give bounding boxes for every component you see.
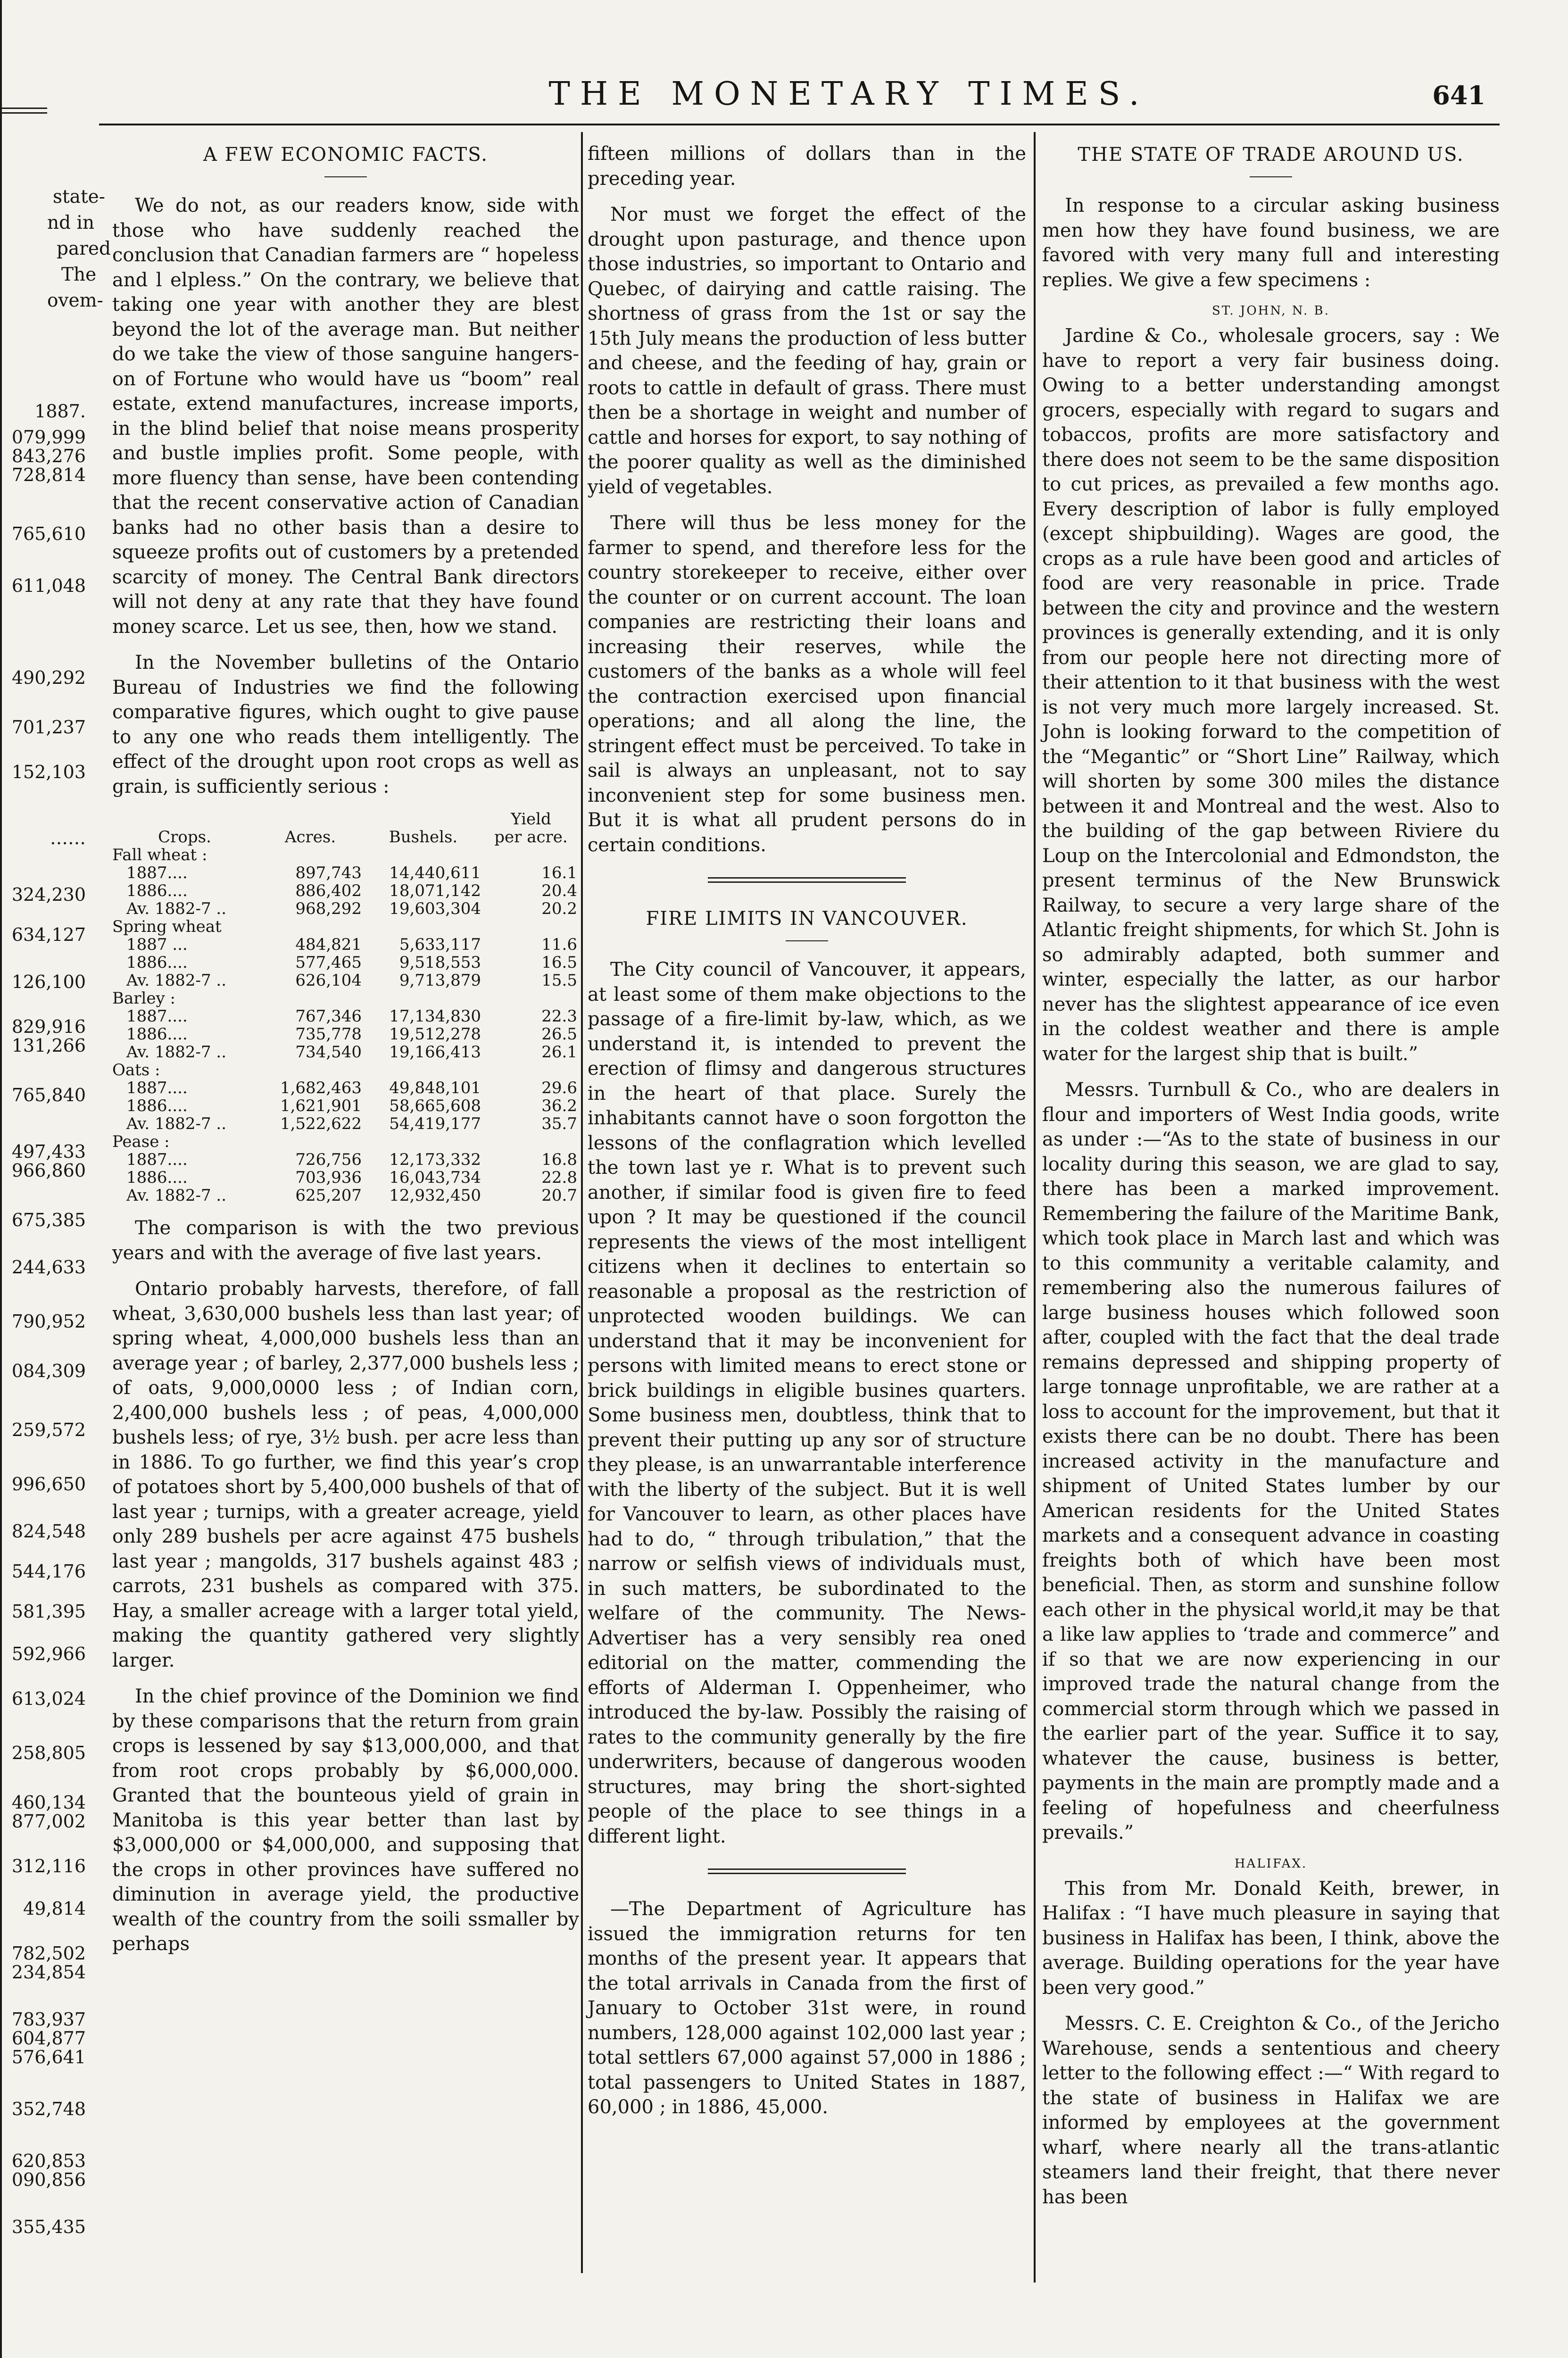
section-separator	[708, 1868, 906, 1874]
left-margin-strip	[0, 0, 111, 2358]
table-cell-yield: 29.6	[541, 1079, 577, 1097]
table-cell-bushels: 12,932,450	[389, 1186, 481, 1205]
table-cell-yield: 36.2	[541, 1096, 577, 1115]
table-cell-label: Av. 1882-7 ..	[126, 1043, 227, 1062]
margin-text-fragment: The	[61, 264, 97, 285]
paragraph: There will thus be less money for the farmer to spend, and therefore less for the country storekeeper to receive, either over the counter or on current account. The loan companies are restricting their loans and increasing their reserves, while the customers of the banks as a whole will feel the contraction exercised upon financial operations; and all along the line, the stringent effect must be perceived. To take in sail is always an unpleasant, not to say inconvenient step for some business men. But it is what all prudent persons do in certain conditions.	[588, 512, 1026, 856]
table-cell-yield: 26.1	[541, 1043, 577, 1062]
table-row	[112, 864, 579, 882]
margin-number-fragment: 728,814	[11, 465, 86, 485]
paragraph: In the November bulletins of the Ontario Bureau of Industries we find the following comparative figures, which ought to give pause to any one who reads them intelligently. The effect of the drought upon root crops as well as grain, is sufficiently serious :	[112, 652, 579, 797]
margin-number-fragment: 581,395	[11, 1601, 86, 1622]
table-cell-yield: 16.1	[541, 863, 577, 882]
table-cell-label: 1886....	[126, 953, 188, 972]
margin-text-fragment: ovem-	[47, 290, 103, 311]
margin-number-fragment: 258,805	[11, 1743, 86, 1763]
table-row	[112, 900, 579, 918]
margin-number-fragment: 966,860	[11, 1160, 86, 1181]
table-cell-acres: 897,743	[295, 863, 362, 882]
table-cell-bushels: 14,440,611	[389, 863, 481, 882]
margin-text-fragment: pared	[57, 238, 111, 259]
table-cell-label: Av. 1882-7 ..	[126, 1186, 227, 1205]
table-cell-yield: 20.2	[541, 899, 577, 918]
margin-text-fragment: state-	[53, 186, 105, 208]
table-cell-yield: 16.5	[541, 953, 577, 972]
table-cell-bushels: 18,071,142	[389, 881, 481, 900]
table-row	[112, 1007, 579, 1025]
header-rule	[99, 124, 1500, 125]
margin-number-fragment: 152,103	[11, 762, 86, 782]
table-cell-label: 1887....	[126, 863, 188, 882]
table-cell-yield: 26.5	[541, 1025, 577, 1044]
table-row	[112, 1169, 579, 1187]
margin-number-fragment: 312,116	[11, 1856, 86, 1876]
margin-number-fragment: 790,952	[11, 1311, 86, 1332]
table-cell-acres: 1,621,901	[280, 1096, 362, 1115]
table-cell-acres: 726,756	[295, 1150, 362, 1169]
heading-dash	[786, 940, 828, 941]
page-edge-line	[0, 0, 2, 2358]
subheading-st-john: ST. JOHN, N. B.	[1212, 304, 1330, 318]
table-cell-acres: 734,540	[295, 1043, 362, 1062]
margin-number-fragment: 259,572	[11, 1420, 86, 1440]
table-cell-yield: 20.4	[541, 881, 577, 900]
table-cell-label: 1886....	[126, 881, 188, 900]
margin-number-fragment: 613,024	[11, 1688, 86, 1709]
margin-number-fragment: 234,854	[11, 1962, 86, 1983]
table-cell-bushels: 19,603,304	[389, 899, 481, 918]
table-cell-yield: 22.8	[541, 1168, 577, 1187]
page-number: 641	[1432, 80, 1485, 110]
table-cell-acres: 625,207	[295, 1186, 362, 1205]
table-cell-bushels: 5,633,117	[399, 935, 481, 954]
crop-group-label: Fall wheat :	[112, 846, 207, 864]
table-cell-acres: 767,346	[295, 1007, 362, 1026]
subheading-halifax: HALIFAX.	[1234, 1856, 1308, 1871]
table-cell-yield: 16.8	[541, 1150, 577, 1169]
article-heading: THE STATE OF TRADE AROUND US.	[1078, 144, 1464, 166]
table-cell-bushels: 54,419,177	[389, 1114, 481, 1133]
table-cell-yield: 35.7	[541, 1114, 577, 1133]
table-cell-bushels: 12,173,332	[389, 1150, 481, 1169]
margin-number-fragment: 604,877	[11, 2028, 86, 2049]
margin-number-fragment: 079,999	[11, 427, 86, 448]
column-state-of-trade	[1042, 141, 1500, 2221]
table-header-yield-top: Yield	[511, 810, 551, 829]
margin-number-fragment: 1887.	[34, 401, 86, 422]
paragraph: —The Department of Agriculture has issued the immigration returns for ten months of the present year. It appears that the total arrivals in Canada from the first of January to October 31st were, in round numbers, 128,000 against 102,000 last year ; total settlers 67,000 against 57,000 in 1886 ; total passengers to United States in 1887, 60,000 ; in 1886, 45,000.	[588, 1898, 1026, 2118]
table-cell-acres: 577,465	[295, 953, 362, 972]
column-middle	[588, 141, 1026, 2131]
table-cell-acres: 703,936	[295, 1168, 362, 1187]
margin-number-fragment: 084,309	[11, 1361, 86, 1381]
margin-number-fragment: 829,916	[11, 1016, 86, 1037]
paragraph: We do not, as our readers know, side with those who have suddenly reached the conclusion that Canadian farmers are “ hopeless and l elpless.” On the contrary, we believe that taking one year with another they are blest beyond the lot of the average man. But neither do we take the view of those sanguine hangers-on of Fortune who would have us “boom” real estate, extend manufactures, increase imports, in the blind belief that noise means prosperity and bustle implies profit. Some people, with more fluency than sense, have been contending that the recent conservative action of Canadian banks had no other basis than a desire to squeeze profits out of customers by a pretended scarcity of money. The Central Bank directors will not deny at any rate that they have found money scarce. Let us see, then, how we stand.	[112, 195, 579, 638]
margin-number-fragment: 49,814	[23, 1898, 86, 1919]
margin-number-fragment: 244,633	[11, 1257, 86, 1278]
heading-dash	[324, 176, 367, 177]
crop-group-label: Oats :	[112, 1061, 160, 1079]
table-cell-yield: 15.5	[541, 971, 577, 990]
margin-number-fragment: 996,650	[11, 1474, 86, 1495]
crop-group-label: Barley :	[112, 989, 175, 1008]
margin-number-fragment: 634,127	[11, 924, 86, 945]
margin-number-fragment: 497,433	[11, 1141, 86, 1162]
paragraph: The City council of Vancouver, it appears, at least some of them make objections to the passage of a fire-limit by-law, which, as we understand it, is intended to prevent the erection of flimsy and dangerous structures in the heart of that place. Surely the inhabitants cannot have o soon forgotton the lessons of the conflagration which levelled the town last ye r. What is to prevent such another, if similar food is given fire to feed upon ? It may be questioned if the council represents the views of the most intelligent citizens when it declines to entertain so reasonable a proposal as the restriction of unprotected wooden buildings. We can understand that it may be inconvenient for persons with limited means to erect stone or brick buildings in eligible busines quarters. Some business men, doubtless, think that to prevent their putting up any sor of structure they please, is an unwarrantable interference with the liberty of the subject. But it is well for Vancouver to learn, as other places have had to do, “ through tribulation,” that the narrow or selfish views of individuals must, in such matters, be subordinated to the welfare of the community. The News-Advertiser has a very sensibly rea oned editorial on the matter, commending the efforts of Alderman I. Oppenheimer, who introduced the by-law. Possibly the raising of rates to the community generally by the fire underwriters, because of dangerous wooden structures, may bring the short-sighted people of the place to see things in a different light.	[588, 959, 1026, 1847]
table-cell-label: Av. 1882-7 ..	[126, 899, 227, 918]
table-cell-bushels: 19,512,278	[389, 1025, 481, 1044]
crop-group-label: Spring wheat	[112, 917, 222, 936]
table-cell-label: 1886....	[126, 1168, 188, 1187]
margin-number-fragment: 131,266	[11, 1035, 86, 1056]
table-cell-bushels: 16,043,734	[389, 1168, 481, 1187]
section-separator	[708, 877, 906, 883]
margin-rule	[0, 108, 47, 109]
paragraph: fifteen millions of dollars than in the preceding year.	[588, 143, 1026, 190]
table-cell-label: 1886....	[126, 1096, 188, 1115]
paragraph: Messrs. Turnbull & Co., who are dealers in flour and importers of West India goods, write as under :—“As to the state of business in our locality during this season, we are glad to say, there has been a marked improvement. Remembering the failure of the Maritime Bank, which took place in March last and which was to this community a veritable calamity, and remembering also the numerous failures of large business houses which followed soon after, coupled with the fact that the deal trade remains depressed and shipping property of large tonnage unprofitable, we are rather at a loss to account for the improvement, but that it exists there can be no doubt. There has been increased activity in the manufacture and shipment of United States lumber by our American residents for the United States markets and a consequent advance in coasting freights both of which have been most beneficial. Then, as storm and sunshine follow each other in the physical world,it may be that a like law applies to ‘trade and commerce” and if so that we are now experiencing in our improved trade the natural change from the commercial storm through which we passed in the earlier part of the year. Suffice it to say, whatever the cause, business is better, payments in the main are promptly made and a feeling of hopefulness and cheerfulness prevails.”	[1042, 1079, 1500, 1843]
margin-number-fragment: 090,856	[11, 2169, 86, 2190]
table-cell-label: 1887....	[126, 1079, 188, 1097]
margin-number-fragment: ……	[50, 828, 86, 848]
table-row	[112, 1097, 579, 1115]
table-row	[112, 1151, 579, 1169]
margin-number-fragment: 126,100	[11, 971, 86, 992]
margin-number-fragment: 877,002	[11, 1811, 86, 1832]
table-cell-yield: 22.3	[541, 1007, 577, 1026]
margin-number-fragment: 355,435	[11, 2217, 86, 2237]
margin-number-fragment: 782,502	[11, 1943, 86, 1964]
table-cell-acres: 484,821	[295, 935, 362, 954]
paragraph: The comparison is with the two previous years and with the average of five last years.	[112, 1217, 579, 1264]
table-row	[112, 882, 579, 900]
margin-number-fragment: 783,937	[11, 2009, 86, 2030]
table-cell-acres: 1,682,463	[280, 1079, 362, 1097]
table-cell-yield: 20.7	[541, 1186, 577, 1205]
table-row	[112, 1025, 579, 1043]
table-cell-bushels: 9,518,553	[399, 953, 481, 972]
margin-number-fragment: 490,292	[11, 667, 86, 688]
table-row	[112, 1043, 579, 1061]
heading-dash	[1250, 176, 1292, 177]
table-header-crops: Crops.	[158, 828, 211, 847]
table-cell-acres: 735,778	[295, 1025, 362, 1044]
table-cell-bushels: 9,713,879	[399, 971, 481, 990]
table-cell-label: 1887....	[126, 1007, 188, 1026]
table-cell-acres: 886,402	[295, 881, 362, 900]
article-heading: A FEW ECONOMIC FACTS.	[203, 144, 488, 166]
margin-number-fragment: 460,134	[11, 1792, 86, 1813]
margin-number-fragment: 843,276	[11, 446, 86, 466]
table-row	[112, 936, 579, 954]
table-row	[112, 1115, 579, 1133]
table-cell-yield: 11.6	[541, 935, 577, 954]
margin-number-fragment: 544,176	[11, 1561, 86, 1582]
paragraph: In the chief province of the Dominion we find by these comparisons that the return from grain crops is lessened by say $13,000,000, and that from root crops probably by $6,000,000. Granted that the bounteous yield of grain in Manitoba is this year better than last by $3,000,000 or $4,000,000, and supposing that the crops in other provinces have suffered no diminution in average yield, the productive wealth of the country from the soili ssmaller by perhaps	[112, 1685, 579, 1955]
masthead-title: THE MONETARY TIMES.	[548, 75, 1149, 113]
margin-number-fragment: 765,840	[11, 1085, 86, 1105]
margin-number-fragment: 576,641	[11, 2047, 86, 2067]
margin-rule	[0, 112, 47, 114]
column-economic-facts	[112, 141, 579, 1968]
margin-number-fragment: 592,966	[11, 1644, 86, 1664]
margin-number-fragment: 701,237	[11, 717, 86, 738]
crop-group-label: Pease :	[112, 1132, 170, 1151]
paragraph: Messrs. C. E. Creighton & Co., of the Jericho Warehouse, sends a sententious and cheery letter to the following effect :—“ With regard to the state of business in Halifax we are informed by employees at the government wharf, where nearly all the trans-atlantic steamers land their freight, that there never has been	[1042, 2013, 1500, 2208]
table-cell-acres: 968,292	[295, 899, 362, 918]
paragraph: In response to a circular asking business men how they have found business, we are favored with very many full and interesting replies. We give a few specimens :	[1042, 195, 1500, 291]
margin-number-fragment: 765,610	[11, 523, 86, 544]
table-cell-label: Av. 1882-7 ..	[126, 1114, 227, 1133]
table-cell-acres: 626,104	[295, 971, 362, 990]
table-row	[112, 1187, 579, 1204]
table-cell-label: Av. 1882-7 ..	[126, 971, 227, 990]
table-cell-bushels: 58,665,608	[389, 1096, 481, 1115]
crop-table	[112, 810, 579, 1204]
margin-number-fragment: 352,748	[11, 2099, 86, 2119]
margin-text-fragment: nd in	[47, 212, 95, 233]
margin-number-fragment: 620,853	[11, 2150, 86, 2171]
margin-number-fragment: 611,048	[11, 575, 86, 596]
table-row	[112, 954, 579, 971]
margin-number-fragment: 324,230	[11, 884, 86, 905]
table-header-bushels: Bushels.	[389, 828, 458, 847]
paragraph: Nor must we forget the effect of the drought upon pasturage, and thence upon those industries, so important to Ontario and Quebec, of dairying and cattle raising. The shortness of grass from the 1st or say the 15th July means the production of less butter and cheese, and the feeding of hay, grain or roots to cattle in default of grass. There must then be a shortage in weight and number of cattle and horses for export, to say nothing of the poorer quality as well as the diminished yield of vegetables.	[588, 204, 1026, 498]
table-cell-bushels: 49,848,101	[389, 1079, 481, 1097]
paragraph: Ontario probably harvests, therefore, of fall wheat, 3,630,000 bushels less than last year; of spring wheat, 4,000,000 bushels less than an average year ; of barley, 2,377,000 bushels less ; of oats, 9,000,0000 less ; of Indian corn, 2,400,000 bushels less ; of peas, 4,000,000 bushels less; of rye, 3½ bush. per acre less than in 1886. To go further, we find this year’s crop of potatoes short by 5,400,000 bushels of that of last year ; turnips, with a greater acreage, yield only 289 bushels per acre against 475 bushels last year ; mangolds, 317 bushels against 483 ; carrots, 231 bushels as compared with 375. Hay, a smaller acreage with a larger total yield, making the quantity gathered very slightly larger.	[112, 1278, 579, 1671]
table-header-acres: Acres.	[284, 828, 336, 847]
margin-number-fragment: 824,548	[11, 1521, 86, 1542]
table-cell-label: 1887....	[126, 1150, 188, 1169]
table-row	[112, 1079, 579, 1097]
paragraph: Jardine & Co., wholesale grocers, say : We have to report a very fair business doing. Owing to a better understanding amongst grocers, especially with regard to sugars and tobaccos, profits are more satisfactory and there does not seem to be the same disposition to cut prices, as prevailed a few months ago. Every description of labor is fully employed (except shipbuilding). Wages are good, the crops as a rule have been good and articles of food are very reasonable in price. Trade between the city and province and the western provinces is generally extending, and it is only from our people here not directing more of their attention to it that business with the west is not very much more largely increased. St. John is looking forward to the competition of the “Megantic” or “Short Line” Railway, which will shorten by some 300 miles the distance between it and Montreal and the west. Also to the building of the gap between Riviere du Loup on the Intercolonial and Edmondston, the present terminus of the New Brunswick Railway, to secure a very large share of the Atlantic freight shipments, for which St. John is so admirably adapted, both summer and winter, especially the latter, as our harbor never has the slightest appearance of ice even in the coldest weather and there is ample water for the largest ship that is built.”	[1042, 325, 1500, 1065]
table-cell-bushels: 17,134,830	[389, 1007, 481, 1026]
table-cell-label: 1886....	[126, 1025, 188, 1044]
table-cell-bushels: 19,166,413	[389, 1043, 481, 1062]
paragraph: This from Mr. Donald Keith, brewer, in Halifax : “I have much pleasure in saying that business in Halifax has been, I think, above the average. Building operations for the year have been very good.”	[1042, 1877, 1500, 1999]
table-cell-acres: 1,522,622	[280, 1114, 362, 1133]
table-header-yield-bottom: per acre.	[494, 828, 568, 847]
column-divider	[581, 132, 583, 2273]
margin-number-fragment: 675,385	[11, 1210, 86, 1230]
table-cell-label: 1887 ...	[126, 935, 188, 954]
article-heading: FIRE LIMITS IN VANCOUVER.	[646, 908, 968, 930]
table-row	[112, 971, 579, 989]
column-divider	[1034, 132, 1036, 2283]
